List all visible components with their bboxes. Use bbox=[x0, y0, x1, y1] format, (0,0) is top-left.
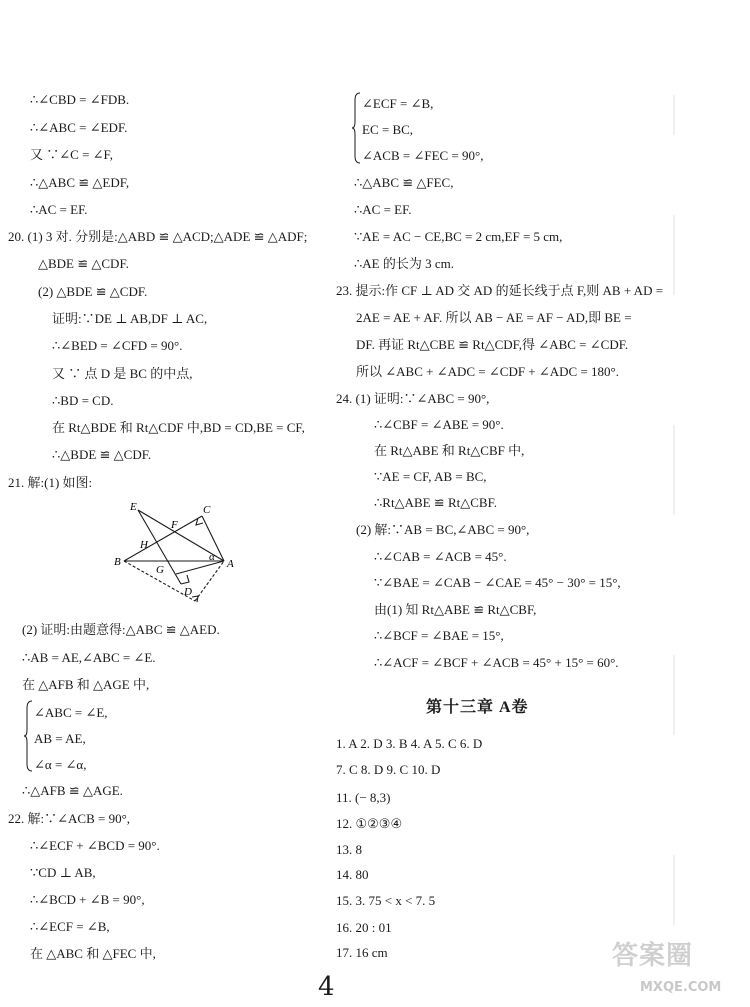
text-line: ∴BD = CD. bbox=[52, 393, 114, 408]
page-number: 4 bbox=[318, 972, 335, 1002]
answer-row: 14. 80 bbox=[336, 867, 369, 882]
text-line: ∴AB = AE,∠ABC = ∠E. bbox=[22, 650, 156, 665]
label-D: D bbox=[184, 586, 192, 598]
text-line: ∴∠ECF = ∠B, bbox=[30, 919, 110, 934]
text-line: ∴∠BCF = ∠BAE = 15°, bbox=[374, 628, 504, 643]
label-alpha: α bbox=[209, 551, 215, 563]
text-line: 2AE = AE + AF. 所以 AB − AE = AF − AD,即 BE = bbox=[356, 310, 632, 325]
answer-row: 7. C 8. D 9. C 10. D bbox=[336, 762, 441, 777]
label-F: F bbox=[171, 519, 178, 531]
text-line: 证明:∵DE ⊥ AB,DF ⊥ AC, bbox=[52, 311, 208, 326]
text-line: ∴∠BED = ∠CFD = 90°. bbox=[52, 338, 183, 353]
answer-row: 17. 16 cm bbox=[336, 945, 388, 960]
watermark-url: MXQE.COM bbox=[640, 980, 722, 995]
text-line: ∴AE 的长为 3 cm. bbox=[354, 256, 454, 271]
label-H: H bbox=[140, 539, 148, 551]
text-line: (2) 解:∵AB = BC,∠ABC = 90°, bbox=[356, 522, 530, 537]
text-line: ∴△ABC ≌ △FEC, bbox=[354, 175, 454, 190]
text-line: ∴Rt△ABE ≌ Rt△CBF. bbox=[374, 495, 498, 510]
problem-20: 20. (1) 3 对. 分别是:△ABD ≌ △ACD;△ADE ≌ △ADF; bbox=[8, 229, 308, 244]
text-line: △BDE ≌ △CDF. bbox=[38, 256, 129, 271]
text-line: 又 ∵ 点 D 是 BC 的中点, bbox=[52, 366, 193, 381]
right-brace bbox=[352, 92, 362, 164]
text-line: ∴∠CBF = ∠ABE = 90°. bbox=[374, 417, 504, 432]
text-line: AB = AE, bbox=[34, 731, 86, 746]
geometry-figure bbox=[110, 498, 240, 608]
text-line: (2) △BDE ≌ △CDF. bbox=[38, 284, 148, 299]
label-B: B bbox=[114, 556, 121, 568]
scan-edge-marks bbox=[668, 95, 680, 935]
text-line: ∠ACB = ∠FEC = 90°, bbox=[362, 148, 484, 163]
label-C: C bbox=[203, 504, 211, 516]
text-line: ∴∠CAB = ∠ACB = 45°. bbox=[374, 549, 507, 564]
segment-DA bbox=[195, 561, 224, 601]
problem-24: 24. (1) 证明:∵∠ABC = 90°, bbox=[336, 391, 490, 406]
answer-row: 13. 8 bbox=[336, 842, 362, 857]
text-line: 又 ∵∠C = ∠F, bbox=[30, 147, 113, 162]
chapter-heading: 第十三章 A卷 bbox=[426, 699, 529, 716]
text-line: ∴△AFB ≌ △AGE. bbox=[22, 783, 123, 798]
text-line: ∴∠ACF = ∠BCF + ∠ACB = 45° + 15° = 60°. bbox=[374, 655, 619, 670]
right-angle-mark-3 bbox=[192, 596, 198, 602]
text-line: ∵∠BAE = ∠CAB − ∠CAE = 45° − 30° = 15°, bbox=[374, 575, 621, 590]
text-line: (2) 证明:由题意得:△ABC ≌ △AED. bbox=[22, 622, 220, 637]
text-line: 在 Rt△BDE 和 Rt△CDF 中,BD = CD,BE = CF, bbox=[52, 420, 305, 435]
text-line: ∴AC = EF. bbox=[30, 202, 88, 217]
label-A: A bbox=[227, 558, 234, 570]
watermark-logo: 答案圈 bbox=[612, 941, 694, 971]
problem-21: 21. 解:(1) 如图: bbox=[8, 475, 93, 490]
answer-row: 11. (− 8,3) bbox=[336, 790, 391, 805]
answer-row: 12. ①②③④ bbox=[336, 816, 403, 831]
text-line: 所以 ∠ABC + ∠ADC = ∠CDF + ∠ADC = 180°. bbox=[356, 364, 620, 379]
problem-22: 22. 解:∵∠ACB = 90°, bbox=[8, 811, 131, 826]
text-line: 由(1) 知 Rt△ABE ≌ Rt△CBF, bbox=[374, 602, 537, 617]
text-line: ∠ABC = ∠E, bbox=[34, 705, 108, 720]
segment-GA bbox=[176, 561, 224, 574]
text-line: ∵CD ⊥ AB, bbox=[30, 865, 96, 880]
text-line: ∠α = ∠α, bbox=[34, 757, 87, 772]
text-line: ∵AE = AC − CE,BC = 2 cm,EF = 5 cm, bbox=[354, 229, 563, 244]
text-line: DF. 再证 Rt△CBE ≌ Rt△CDF,得 ∠ABC = ∠CDF. bbox=[356, 337, 629, 352]
text-line: ∴△ABC ≌ △EDF, bbox=[30, 175, 130, 190]
text-line: EC = BC, bbox=[362, 122, 414, 137]
text-line: 在 △AFB 和 △AGE 中, bbox=[22, 677, 150, 692]
text-line: ∴AC = EF. bbox=[354, 202, 412, 217]
text-line: ∴∠CBD = ∠FDB. bbox=[30, 92, 130, 107]
label-G: G bbox=[156, 564, 164, 576]
text-line: ∵AE = CF, AB = BC, bbox=[374, 469, 487, 484]
text-line: ∴∠BCD + ∠B = 90°, bbox=[30, 892, 145, 907]
text-line: ∠ECF = ∠B, bbox=[362, 96, 434, 111]
text-line: ∴∠ECF + ∠BCD = 90°. bbox=[30, 838, 160, 853]
answer-row: 15. 3. 75 < x < 7. 5 bbox=[336, 893, 436, 908]
right-angle-mark-1 bbox=[181, 575, 189, 584]
text-line: ∴△BDE ≌ △CDF. bbox=[52, 447, 152, 462]
problem-23: 23. 提示:作 CF ⊥ AD 交 AD 的延长线于点 F,则 AB + AD = bbox=[336, 283, 664, 298]
text-line: 在 Rt△ABE 和 Rt△CBF 中, bbox=[374, 443, 525, 458]
left-brace bbox=[24, 700, 34, 772]
answer-row: 1. A 2. D 3. B 4. A 5. C 6. D bbox=[336, 736, 483, 751]
text-line: 在 △ABC 和 △FEC 中, bbox=[30, 946, 156, 961]
text-line: ∴∠ABC = ∠EDF. bbox=[30, 120, 128, 135]
label-E: E bbox=[130, 501, 137, 513]
answer-row: 16. 20 : 01 bbox=[336, 920, 392, 935]
segment-BC bbox=[124, 516, 202, 561]
